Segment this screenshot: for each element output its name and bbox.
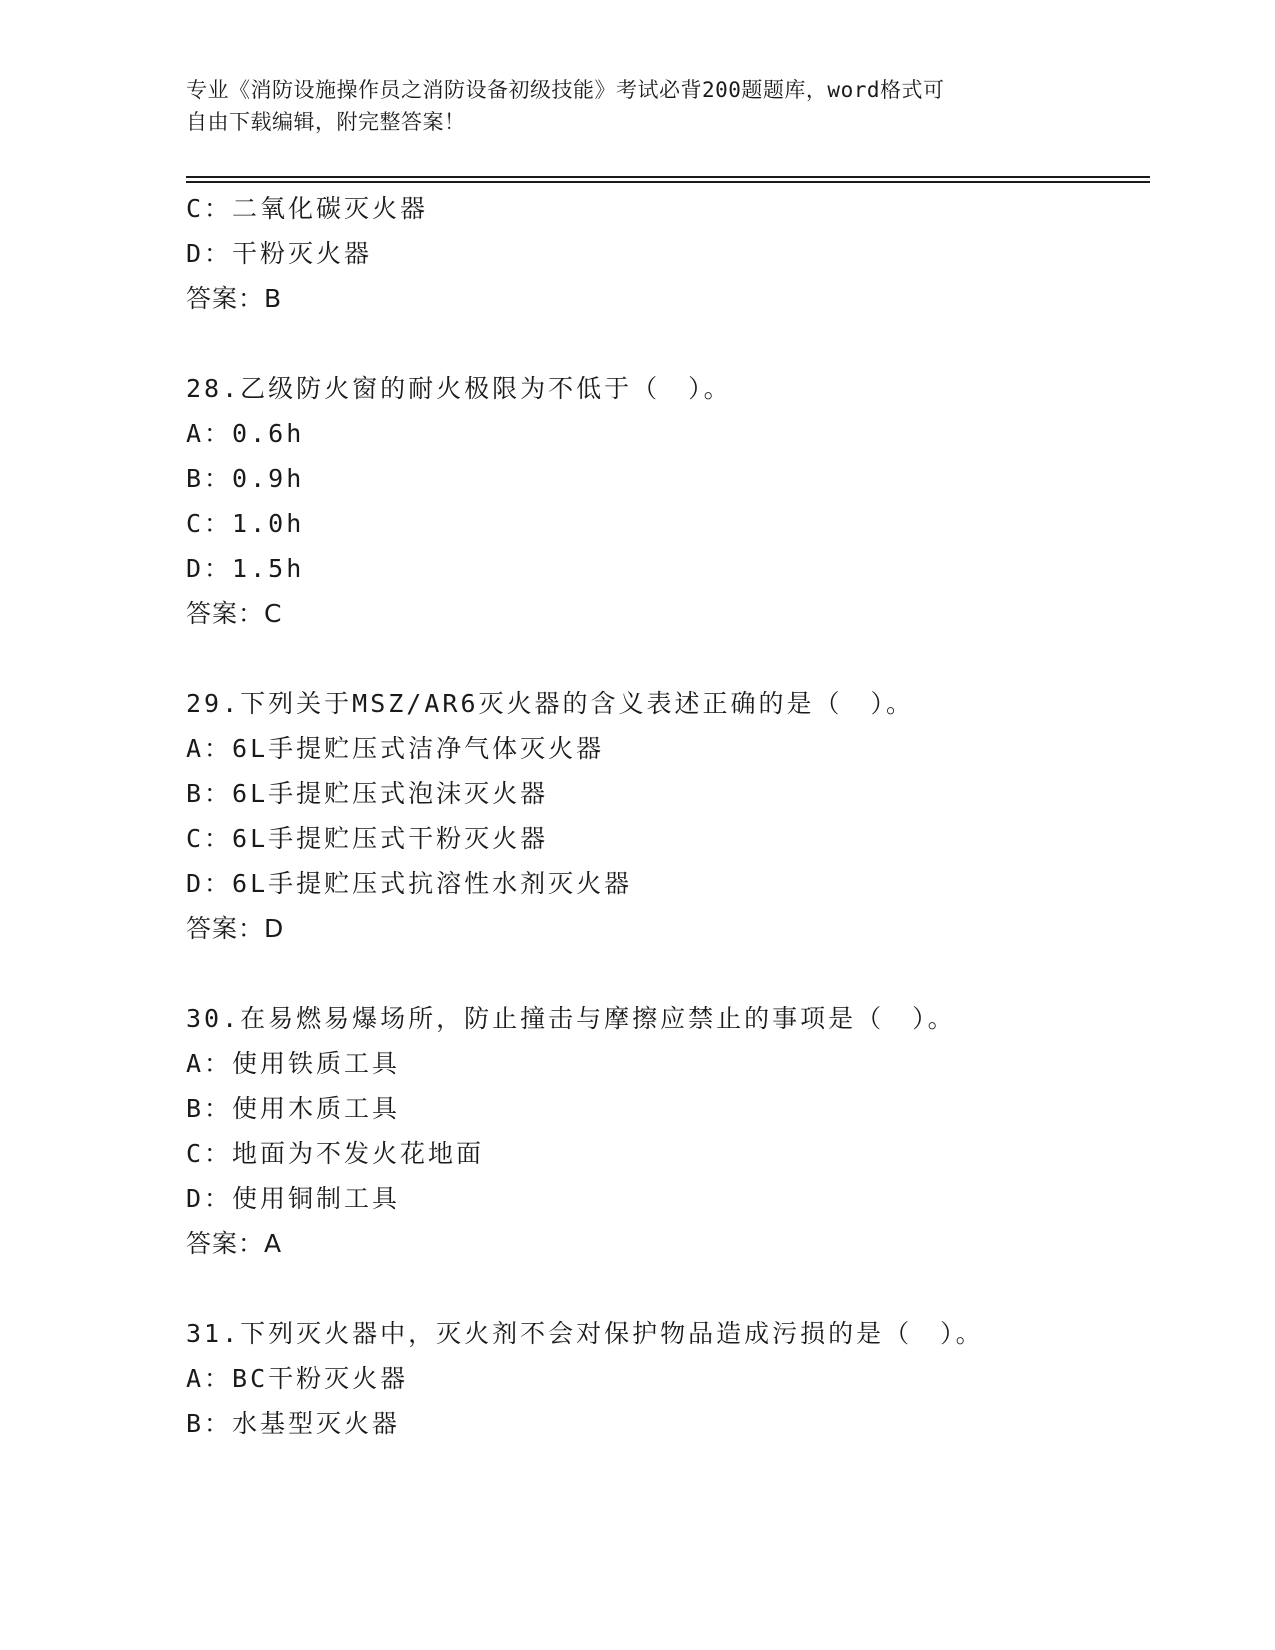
- document-header: [186, 74, 1086, 138]
- q29-stem: 29.下列关于MSZ/AR6灭火器的含义表述正确的是（ ）。: [186, 689, 915, 718]
- header-title-line1: 专业《消防设施操作员之消防设备初级技能》考试必背200题题库，word格式可: [186, 78, 945, 102]
- q29-option-d: D：6L手提贮压式抗溶性水剂灭火器: [186, 869, 633, 898]
- q30-option-c: C：地面为不发火花地面: [186, 1139, 485, 1168]
- q29-option-a: A：6L手提贮压式洁净气体灭火器: [186, 734, 605, 763]
- q31-option-a: A：BC干粉灭火器: [186, 1364, 409, 1393]
- q31-option-b: B：水基型灭火器: [186, 1409, 401, 1438]
- q28-option-c: C：1.0h: [186, 509, 305, 538]
- prev-option-c: C：二氧化碳灭火器: [186, 194, 429, 223]
- q30-answer: 答案：A: [186, 1229, 283, 1258]
- q30-option-a: A：使用铁质工具: [186, 1049, 401, 1078]
- q30-stem: 30.在易燃易爆场所，防止撞击与摩擦应禁止的事项是（ ）。: [186, 1004, 956, 1033]
- q30-option-d: D：使用铜制工具: [186, 1184, 401, 1213]
- q30-option-b: B：使用木质工具: [186, 1094, 401, 1123]
- header-rule-bottom: [186, 181, 1150, 183]
- q28-answer: 答案：C: [186, 599, 283, 628]
- q31-stem: 31.下列灭火器中，灭火剂不会对保护物品造成污损的是（ ）。: [186, 1319, 984, 1348]
- q28-stem: 28.乙级防火窗的耐火极限为不低于（ ）。: [186, 374, 732, 403]
- q29-option-c: C：6L手提贮压式干粉灭火器: [186, 824, 549, 853]
- header-title-line2: 自由下载编辑，附完整答案！: [186, 110, 466, 134]
- prev-answer: 答案：B: [186, 284, 283, 313]
- q28-option-d: D：1.5h: [186, 554, 305, 583]
- q28-option-a: A：0.6h: [186, 419, 305, 448]
- q29-answer: 答案：D: [186, 914, 285, 943]
- q29-option-b: B：6L手提贮压式泡沫灭火器: [186, 779, 549, 808]
- prev-option-d: D：干粉灭火器: [186, 239, 373, 268]
- q28-option-b: B：0.9h: [186, 464, 305, 493]
- header-rule-top: [186, 176, 1150, 178]
